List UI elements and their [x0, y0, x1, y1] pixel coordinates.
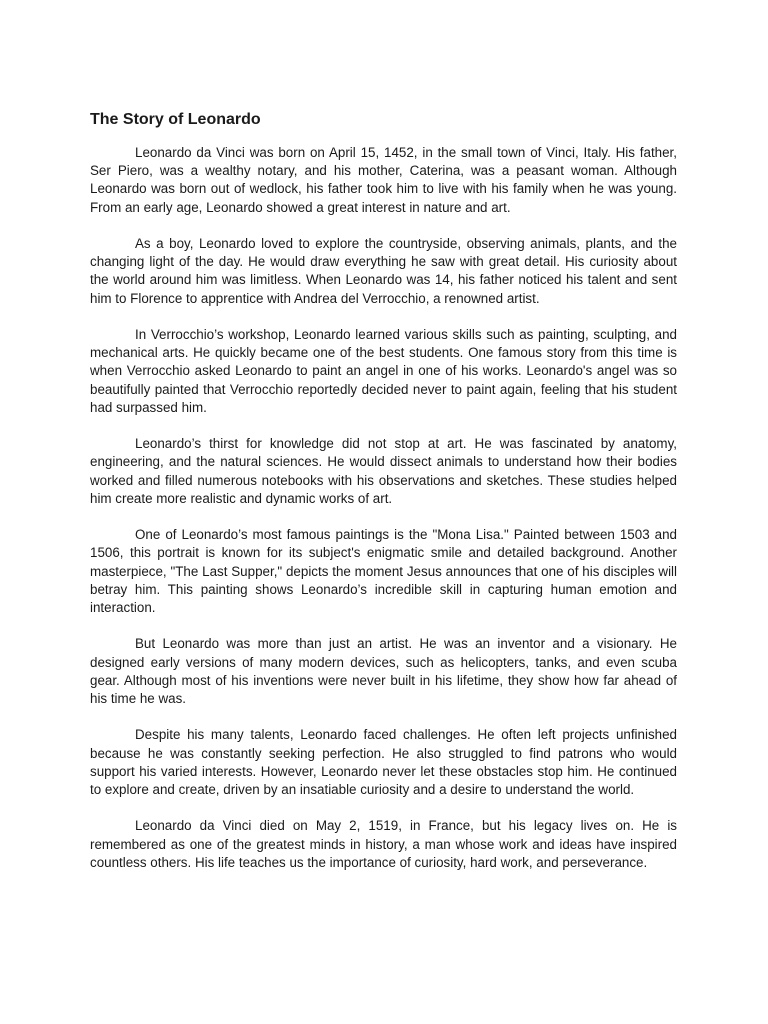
paragraph-knowledge: Leonardo’s thirst for knowledge did not stop at art. He was fascinated by anatomy, engineering, and the natural sciences. He would dissect animals to understand how their bodies worked and filled numerous notebooks with his observations and sketches. These studies helped him create more realistic and dynamic works of art. — [90, 436, 677, 506]
paragraph-childhood: As a boy, Leonardo loved to explore the countryside, observing animals, plants, and the changing light of the day. He would draw everything he saw with great detail. His curiosity about the world around him was limitless. When Leonardo was 14, his father noticed his talent and sent him to Florence to apprentice with Andrea del Verrocchio, a renowned artist. — [90, 236, 677, 306]
paragraph-legacy: Leonardo da Vinci died on May 2, 1519, in France, but his legacy lives on. He is remembered as one of the greatest minds in history, a man whose work and ideas have inspired countless others. His life teaches us the importance of curiosity, hard work, and perseverance. — [90, 818, 677, 870]
paragraph-challenges: Despite his many talents, Leonardo faced challenges. He often left projects unfinished because he was constantly seeking perfection. He also struggled to find patrons who would support his varied interests. However, Leonardo never let these obstacles stop him. He continued to explore and create, driven by an insatiable curiosity and a desire to understand the world. — [90, 727, 677, 798]
paragraph-inventor: But Leonardo was more than just an artist. He was an inventor and a visionary. He designed early versions of many modern devices, such as helicopters, tanks, and even scuba gear. Although most of his inventions were never built in his lifetime, they show how far ahead of his time he was. — [90, 636, 677, 707]
document-page — [90, 108, 677, 872]
paragraph-paintings: One of Leonardo’s most famous paintings is the "Mona Lisa." Painted between 1503 and 1506, this portrait is known for its subject's enigmatic smile and detailed background. Another masterpiece, "The Last Supper," depicts the moment Jesus announces that one of his disciples will betray him. This painting shows Leonardo’s incredible skill in capturing human emotion and interaction. — [90, 527, 677, 616]
paragraph-birth: Leonardo da Vinci was born on April 15, 1452, in the small town of Vinci, Italy. His father, Ser Piero, was a wealthy notary, and his mother, Caterina, was a peasant woman. Although Leonardo was born out of wedlock, his father took him to live with his family when he was young. From an early age, Leonardo showed a great interest in nature and art. — [90, 145, 677, 215]
paragraph-workshop: In Verrocchio’s workshop, Leonardo learned various skills such as painting, sculpting, and mechanical arts. He quickly became one of the best students. One famous story from this time is when Verrocchio asked Leonardo to paint an angel in one of his works. Leonardo's angel was so beautifully painted that Verrocchio reportedly decided never to paint again, feeling that his student had surpassed him. — [90, 327, 677, 415]
document-title: The Story of Leonardo — [90, 111, 261, 128]
